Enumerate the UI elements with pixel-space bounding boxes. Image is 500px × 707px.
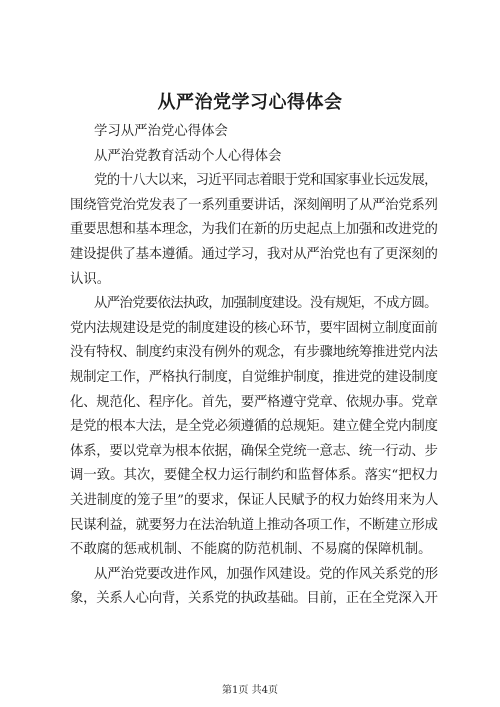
document-body	[70, 120, 438, 612]
text-line: 从严治党教育活动个人心得体会	[94, 148, 282, 164]
text-line: 建设提供了基本遵循。通过学习，我对从严治党也有了更深刻的	[70, 246, 438, 262]
text-line: 规制定工作，严格执行制度，自觉维护制度，推进党的建设制度	[70, 369, 438, 385]
text-line: 不敢腐的惩戒机制、不能腐的防范机制、不易腐的保障机制。	[70, 542, 432, 558]
document-title: 从严治党学习心得体会	[157, 92, 343, 113]
text-line: 体系，要以党章为根本依据，确保全党统一意志、统一行动、步	[70, 443, 438, 459]
text-line: 是党的根本大法，是全党必须遵循的总规矩。建立健全党内制度	[70, 419, 438, 435]
text-line: 党内法规建设是党的制度建设的核心环节，要牢固树立制度面前	[70, 320, 438, 336]
text-line: 没有特权、制度约束没有例外的观念，有步骤地统筹推进党内法	[70, 345, 438, 361]
text-line: 象，关系人心向背，关系党的执政基础。目前，正在全党深入开	[70, 591, 438, 607]
text-line: 围绕管党治党发表了一系列重要讲话，深刻阐明了从严治党系列	[70, 197, 438, 213]
text-line: 调一致。其次，要健全权力运行制约和监督体系。落实“把权力	[70, 468, 439, 484]
text-line: 党的十八大以来，习近平同志着眼于党和国家事业长远发展，	[94, 173, 437, 189]
text-line: 关进制度的笼子里”的要求，保证人民赋予的权力始终用来为人	[70, 492, 439, 508]
text-line: 认识。	[70, 271, 111, 287]
page-footer: 第1页 共4页	[222, 685, 278, 696]
text-line: 民谋利益，就要努力在法治轨道上推动各项工作，不断建立形成	[70, 517, 438, 533]
text-line: 学习从严治党心得体会	[94, 124, 228, 139]
text-line: 重要思想和基本理念，为我们在新的历史起点上加强和改进党的	[70, 222, 438, 238]
text-line: 化、规范化、程序化。首先，要严格遵守党章、依规办事。党章	[70, 394, 438, 410]
text-line: 从严治党要改进作风，加强作风建设。党的作风关系党的形	[94, 566, 438, 582]
text-line: 从严治党要依法执政，加强制度建设。没有规矩，不成方圆。	[94, 296, 437, 312]
